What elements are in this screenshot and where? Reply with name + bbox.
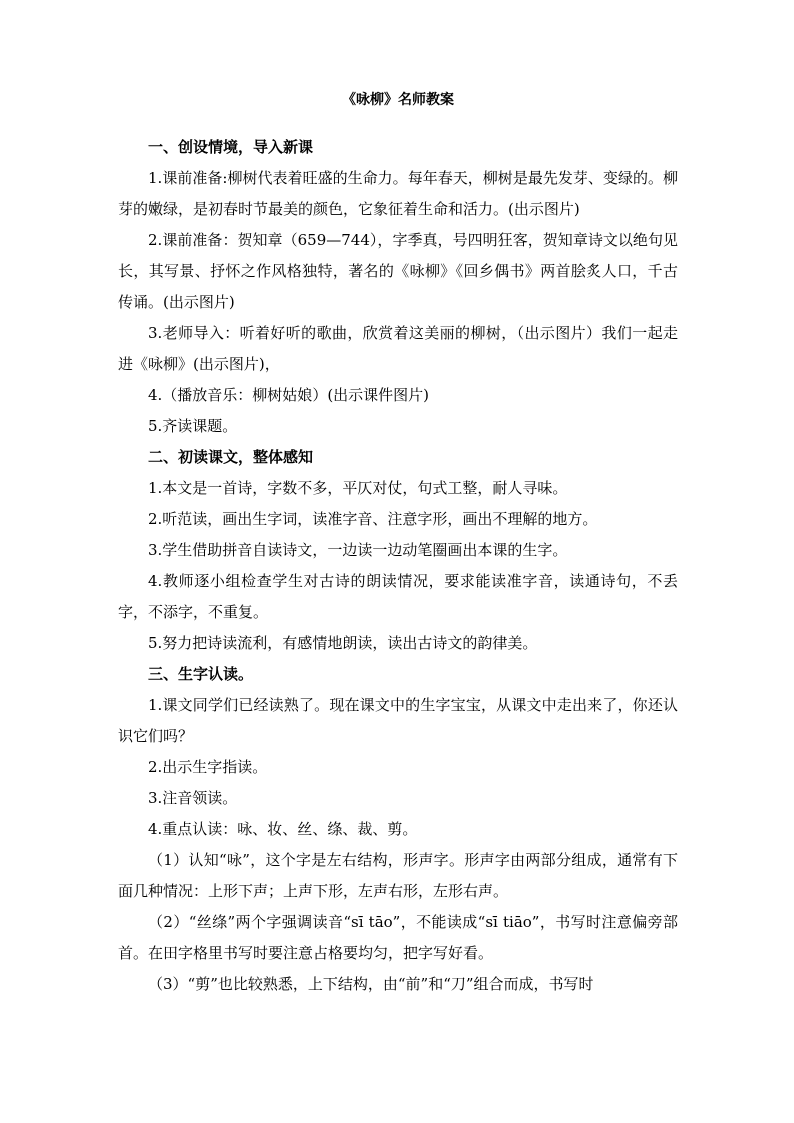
section-heading-3: 三、生字认读。 xyxy=(148,665,254,683)
paragraph: （3）“剪”也比较熟悉，上下结构，由“前”和“刀”组合而成，书写时 xyxy=(148,975,594,993)
paragraph: 1.本文是一首诗，字数不多，平仄对仗，句式工整，耐人寻味。 xyxy=(148,479,568,497)
document-title: 《咏柳》名师教案 xyxy=(342,92,454,108)
paragraph: 5.努力把诗读流利，有感情地朗读，读出古诗文的韵律美。 xyxy=(148,634,538,652)
paragraph: 1.课前准备:柳树代表着旺盛的生命力。每年春天，柳树是最先发芽、变绿的。柳芽的嫩绿，是初春时节最美的颜色，它象征着生命和活力。(出示图片) xyxy=(118,169,678,218)
paragraph: 2.出示生字指读。 xyxy=(148,758,268,776)
paragraph: 3.老师导入：听着好听的歌曲，欣赏着这美丽的柳树，（出示图片）我们一起走进《咏柳》(出示图片)， xyxy=(118,324,678,373)
paragraph: 5.齐读课题。 xyxy=(148,417,238,435)
paragraph: 1.课文同学们已经读熟了。现在课文中的生字宝宝，从课文中走出来了，你还认识它们吗？ xyxy=(118,696,678,745)
paragraph: 3.学生借助拼音自读诗文，一边读一边动笔圈画出本课的生字。 xyxy=(148,541,568,559)
paragraph: 2.课前准备：贺知章（659—744），字季真，号四明狂客，贺知章诗文以绝句见长，其写景、抒怀之作风格独特，著名的《咏柳》《回乡偶书》两首脍炙人口，千古传诵。(出示图片) xyxy=(118,231,678,311)
paragraph: 4.教师逐小组检查学生对古诗的朗读情况，要求能读准字音，读通诗句，不丢字，不添字，不重复。 xyxy=(118,572,678,621)
paragraph: 2.听范读，画出生字词，读准字音、注意字形，画出不理解的地方。 xyxy=(148,510,598,528)
section-heading-2: 二、初读课文，整体感知 xyxy=(148,448,314,466)
paragraph: （2）“丝绦”两个字强调读音“sī tāo”，不能读成“sī tiāo”，书写时注意偏旁部首。在田字格里书写时要注意占格要均匀，把字写好看。 xyxy=(118,913,678,962)
paragraph: （1）认知“咏”，这个字是左右结构，形声字。形声字由两部分组成，通常有下面几种情况：上形下声；上声下形，左声右形，左形右声。 xyxy=(118,851,678,900)
paragraph: 4.重点认读：咏、妆、丝、绦、裁、剪。 xyxy=(148,820,418,838)
document-page xyxy=(118,90,678,1000)
section-heading-1: 一、创设情境，导入新课 xyxy=(148,138,314,156)
paragraph: 3.注音领读。 xyxy=(148,789,238,807)
paragraph: 4.（播放音乐：柳树姑娘）(出示课件图片) xyxy=(148,386,430,404)
